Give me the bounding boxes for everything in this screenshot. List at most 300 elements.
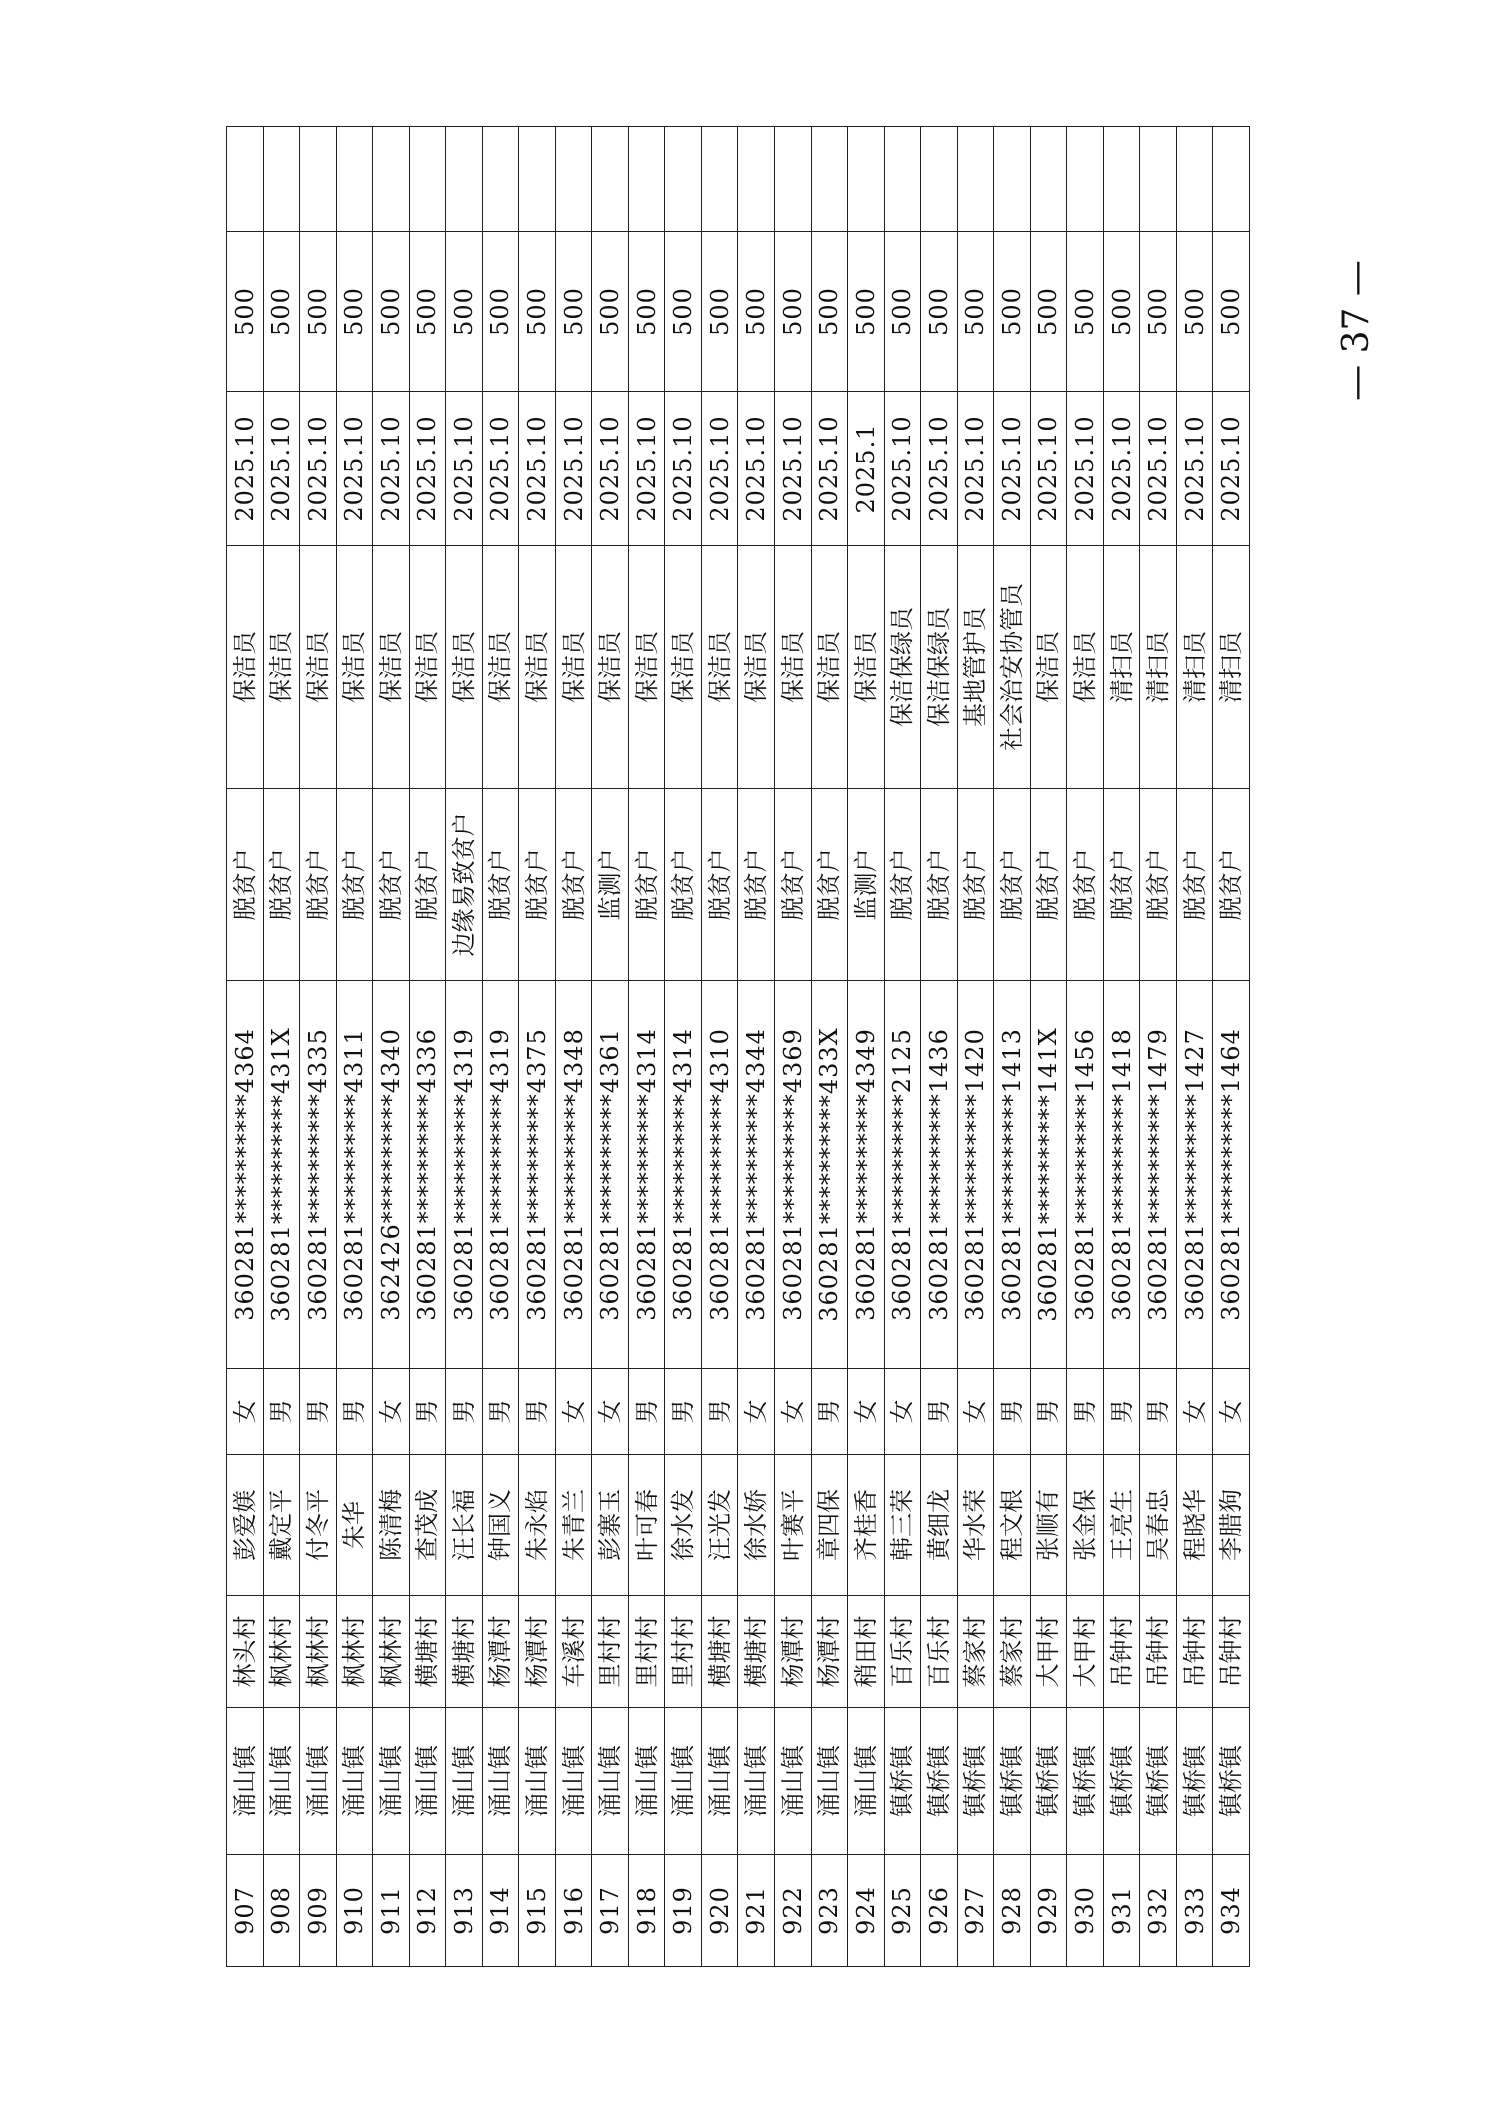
row-number: 933 bbox=[1176, 1855, 1213, 1967]
amount-cell: 500 bbox=[701, 232, 738, 392]
id-number-cell: 362426**********4340 bbox=[373, 981, 410, 1369]
amount-cell: 500 bbox=[848, 232, 885, 392]
town-cell: 涌山镇 bbox=[555, 1708, 592, 1855]
amount-cell: 500 bbox=[1067, 232, 1104, 392]
household-type-cell: 脱贫户 bbox=[994, 789, 1031, 981]
date-cell: 2025.10 bbox=[811, 392, 848, 546]
beneficiary-table bbox=[226, 126, 1250, 1967]
amount-cell: 500 bbox=[884, 232, 921, 392]
id-number-cell: 360281**********433X bbox=[811, 981, 848, 1369]
name-cell: 查茂成 bbox=[409, 1455, 446, 1596]
amount-cell: 500 bbox=[628, 232, 665, 392]
town-cell: 涌山镇 bbox=[482, 1708, 519, 1855]
village-cell: 林头村 bbox=[227, 1596, 264, 1708]
id-number-cell: 360281**********431X bbox=[263, 981, 300, 1369]
town-cell: 涌山镇 bbox=[336, 1708, 373, 1855]
date-cell: 2025.10 bbox=[482, 392, 519, 546]
id-number-cell: 360281**********2125 bbox=[884, 981, 921, 1369]
job-cell: 保洁员 bbox=[555, 546, 592, 789]
table-row bbox=[1140, 127, 1177, 1967]
table-row bbox=[884, 127, 921, 1967]
table-row bbox=[1030, 127, 1067, 1967]
sex-cell: 男 bbox=[482, 1369, 519, 1455]
table-row bbox=[738, 127, 775, 1967]
date-cell: 2025.10 bbox=[701, 392, 738, 546]
table-row bbox=[263, 127, 300, 1967]
job-cell: 保洁员 bbox=[701, 546, 738, 789]
remark-cell bbox=[628, 127, 665, 232]
job-cell: 保洁员 bbox=[482, 546, 519, 789]
amount-cell: 500 bbox=[1103, 232, 1140, 392]
row-number: 927 bbox=[957, 1855, 994, 1967]
remark-cell bbox=[701, 127, 738, 232]
town-cell: 镇桥镇 bbox=[957, 1708, 994, 1855]
village-cell: 稍田村 bbox=[848, 1596, 885, 1708]
job-cell: 保洁员 bbox=[1030, 546, 1067, 789]
village-cell: 百乐村 bbox=[884, 1596, 921, 1708]
town-cell: 涌山镇 bbox=[665, 1708, 702, 1855]
date-cell: 2025.1 bbox=[848, 392, 885, 546]
remark-cell bbox=[373, 127, 410, 232]
household-type-cell: 脱贫户 bbox=[373, 789, 410, 981]
amount-cell: 500 bbox=[373, 232, 410, 392]
sex-cell: 女 bbox=[227, 1369, 264, 1455]
household-type-cell: 脱贫户 bbox=[1030, 789, 1067, 981]
name-cell: 朱永焰 bbox=[519, 1455, 556, 1596]
row-number: 911 bbox=[373, 1855, 410, 1967]
name-cell: 程文根 bbox=[994, 1455, 1031, 1596]
id-number-cell: 360281**********4335 bbox=[300, 981, 337, 1369]
id-number-cell: 360281**********4311 bbox=[336, 981, 373, 1369]
date-cell: 2025.10 bbox=[300, 392, 337, 546]
sex-cell: 女 bbox=[592, 1369, 629, 1455]
remark-cell bbox=[1030, 127, 1067, 232]
date-cell: 2025.10 bbox=[263, 392, 300, 546]
village-cell: 横塘村 bbox=[701, 1596, 738, 1708]
town-cell: 涌山镇 bbox=[701, 1708, 738, 1855]
name-cell: 朱青兰 bbox=[555, 1455, 592, 1596]
job-cell: 保洁员 bbox=[227, 546, 264, 789]
village-cell: 百乐村 bbox=[921, 1596, 958, 1708]
id-number-cell: 360281**********4319 bbox=[446, 981, 483, 1369]
remark-cell bbox=[592, 127, 629, 232]
household-type-cell: 脱贫户 bbox=[1213, 789, 1250, 981]
household-type-cell: 脱贫户 bbox=[921, 789, 958, 981]
date-cell: 2025.10 bbox=[774, 392, 811, 546]
sex-cell: 男 bbox=[701, 1369, 738, 1455]
table-row bbox=[921, 127, 958, 1967]
id-number-cell: 360281**********4336 bbox=[409, 981, 446, 1369]
household-type-cell: 监测户 bbox=[848, 789, 885, 981]
sex-cell: 女 bbox=[373, 1369, 410, 1455]
job-cell: 保洁员 bbox=[1067, 546, 1104, 789]
name-cell: 张顺有 bbox=[1030, 1455, 1067, 1596]
town-cell: 镇桥镇 bbox=[1140, 1708, 1177, 1855]
town-cell: 镇桥镇 bbox=[1176, 1708, 1213, 1855]
sex-cell: 男 bbox=[994, 1369, 1031, 1455]
row-number: 931 bbox=[1103, 1855, 1140, 1967]
job-cell: 保洁员 bbox=[811, 546, 848, 789]
village-cell: 杨潭村 bbox=[811, 1596, 848, 1708]
id-number-cell: 360281**********1418 bbox=[1103, 981, 1140, 1369]
job-cell: 保洁保绿员 bbox=[921, 546, 958, 789]
id-number-cell: 360281**********1420 bbox=[957, 981, 994, 1369]
job-cell: 基地管护员 bbox=[957, 546, 994, 789]
date-cell: 2025.10 bbox=[227, 392, 264, 546]
sex-cell: 男 bbox=[1103, 1369, 1140, 1455]
date-cell: 2025.10 bbox=[373, 392, 410, 546]
village-cell: 里村村 bbox=[592, 1596, 629, 1708]
name-cell: 叶可春 bbox=[628, 1455, 665, 1596]
id-number-cell: 360281**********4375 bbox=[519, 981, 556, 1369]
date-cell: 2025.10 bbox=[1067, 392, 1104, 546]
household-type-cell: 边缘易致贫户 bbox=[446, 789, 483, 981]
date-cell: 2025.10 bbox=[994, 392, 1031, 546]
row-number: 910 bbox=[336, 1855, 373, 1967]
village-cell: 枫林村 bbox=[336, 1596, 373, 1708]
sex-cell: 女 bbox=[555, 1369, 592, 1455]
village-cell: 横塘村 bbox=[409, 1596, 446, 1708]
name-cell: 黄细龙 bbox=[921, 1455, 958, 1596]
amount-cell: 500 bbox=[519, 232, 556, 392]
household-type-cell: 脱贫户 bbox=[884, 789, 921, 981]
remark-cell bbox=[1067, 127, 1104, 232]
amount-cell: 500 bbox=[665, 232, 702, 392]
sex-cell: 男 bbox=[1030, 1369, 1067, 1455]
village-cell: 枫林村 bbox=[263, 1596, 300, 1708]
village-cell: 里村村 bbox=[628, 1596, 665, 1708]
rotated-table-area bbox=[226, 127, 1250, 1967]
row-number: 907 bbox=[227, 1855, 264, 1967]
town-cell: 镇桥镇 bbox=[1067, 1708, 1104, 1855]
household-type-cell: 脱贫户 bbox=[263, 789, 300, 981]
remark-cell bbox=[482, 127, 519, 232]
remark-cell bbox=[446, 127, 483, 232]
name-cell: 汪长福 bbox=[446, 1455, 483, 1596]
id-number-cell: 360281**********1436 bbox=[921, 981, 958, 1369]
town-cell: 镇桥镇 bbox=[994, 1708, 1031, 1855]
id-number-cell: 360281**********1464 bbox=[1213, 981, 1250, 1369]
amount-cell: 500 bbox=[994, 232, 1031, 392]
id-number-cell: 360281**********1413 bbox=[994, 981, 1031, 1369]
remark-cell bbox=[519, 127, 556, 232]
village-cell: 杨潭村 bbox=[519, 1596, 556, 1708]
date-cell: 2025.10 bbox=[592, 392, 629, 546]
household-type-cell: 脱贫户 bbox=[519, 789, 556, 981]
id-number-cell: 360281**********141X bbox=[1030, 981, 1067, 1369]
job-cell: 清扫员 bbox=[1103, 546, 1140, 789]
job-cell: 清扫员 bbox=[1140, 546, 1177, 789]
job-cell: 保洁员 bbox=[848, 546, 885, 789]
town-cell: 涌山镇 bbox=[263, 1708, 300, 1855]
name-cell: 韩三荣 bbox=[884, 1455, 921, 1596]
id-number-cell: 360281**********1427 bbox=[1176, 981, 1213, 1369]
remark-cell bbox=[336, 127, 373, 232]
sex-cell: 男 bbox=[446, 1369, 483, 1455]
job-cell: 保洁员 bbox=[336, 546, 373, 789]
row-number: 913 bbox=[446, 1855, 483, 1967]
sex-cell: 男 bbox=[811, 1369, 848, 1455]
amount-cell: 500 bbox=[957, 232, 994, 392]
town-cell: 涌山镇 bbox=[227, 1708, 264, 1855]
amount-cell: 500 bbox=[555, 232, 592, 392]
sex-cell: 女 bbox=[1213, 1369, 1250, 1455]
town-cell: 涌山镇 bbox=[446, 1708, 483, 1855]
name-cell: 付冬平 bbox=[300, 1455, 337, 1596]
name-cell: 程晓华 bbox=[1176, 1455, 1213, 1596]
date-cell: 2025.10 bbox=[628, 392, 665, 546]
remark-cell bbox=[1103, 127, 1140, 232]
id-number-cell: 360281**********1479 bbox=[1140, 981, 1177, 1369]
table-row bbox=[848, 127, 885, 1967]
table-row bbox=[519, 127, 556, 1967]
village-cell: 横塘村 bbox=[446, 1596, 483, 1708]
date-cell: 2025.10 bbox=[336, 392, 373, 546]
job-cell: 保洁保绿员 bbox=[884, 546, 921, 789]
row-number: 934 bbox=[1213, 1855, 1250, 1967]
row-number: 918 bbox=[628, 1855, 665, 1967]
sex-cell: 男 bbox=[1140, 1369, 1177, 1455]
name-cell: 张金保 bbox=[1067, 1455, 1104, 1596]
household-type-cell: 脱贫户 bbox=[628, 789, 665, 981]
amount-cell: 500 bbox=[482, 232, 519, 392]
village-cell: 车溪村 bbox=[555, 1596, 592, 1708]
id-number-cell: 360281**********4314 bbox=[665, 981, 702, 1369]
household-type-cell: 脱贫户 bbox=[336, 789, 373, 981]
sex-cell: 女 bbox=[1176, 1369, 1213, 1455]
table-row bbox=[482, 127, 519, 1967]
village-cell: 吊钟村 bbox=[1103, 1596, 1140, 1708]
town-cell: 涌山镇 bbox=[848, 1708, 885, 1855]
sex-cell: 男 bbox=[628, 1369, 665, 1455]
name-cell: 朱华 bbox=[336, 1455, 373, 1596]
sex-cell: 男 bbox=[665, 1369, 702, 1455]
village-cell: 蔡家村 bbox=[957, 1596, 994, 1708]
row-number: 915 bbox=[519, 1855, 556, 1967]
name-cell: 章四保 bbox=[811, 1455, 848, 1596]
amount-cell: 500 bbox=[300, 232, 337, 392]
village-cell: 大甲村 bbox=[1067, 1596, 1104, 1708]
sex-cell: 女 bbox=[848, 1369, 885, 1455]
remark-cell bbox=[555, 127, 592, 232]
sex-cell: 男 bbox=[519, 1369, 556, 1455]
date-cell: 2025.10 bbox=[884, 392, 921, 546]
town-cell: 涌山镇 bbox=[519, 1708, 556, 1855]
sex-cell: 女 bbox=[738, 1369, 775, 1455]
remark-cell bbox=[994, 127, 1031, 232]
job-cell: 保洁员 bbox=[373, 546, 410, 789]
row-number: 925 bbox=[884, 1855, 921, 1967]
row-number: 916 bbox=[555, 1855, 592, 1967]
name-cell: 陈清梅 bbox=[373, 1455, 410, 1596]
id-number-cell: 360281**********4314 bbox=[628, 981, 665, 1369]
row-number: 930 bbox=[1067, 1855, 1104, 1967]
amount-cell: 500 bbox=[409, 232, 446, 392]
table-row bbox=[994, 127, 1031, 1967]
town-cell: 涌山镇 bbox=[592, 1708, 629, 1855]
town-cell: 镇桥镇 bbox=[1213, 1708, 1250, 1855]
amount-cell: 500 bbox=[336, 232, 373, 392]
amount-cell: 500 bbox=[263, 232, 300, 392]
table-row bbox=[701, 127, 738, 1967]
remark-cell bbox=[227, 127, 264, 232]
name-cell: 华水荣 bbox=[957, 1455, 994, 1596]
sex-cell: 男 bbox=[409, 1369, 446, 1455]
sex-cell: 女 bbox=[884, 1369, 921, 1455]
id-number-cell: 360281**********4319 bbox=[482, 981, 519, 1369]
name-cell: 徐水发 bbox=[665, 1455, 702, 1596]
sex-cell: 男 bbox=[336, 1369, 373, 1455]
household-type-cell: 脱贫户 bbox=[1103, 789, 1140, 981]
household-type-cell: 脱贫户 bbox=[665, 789, 702, 981]
id-number-cell: 360281**********4361 bbox=[592, 981, 629, 1369]
job-cell: 社会治安协管员 bbox=[994, 546, 1031, 789]
date-cell: 2025.10 bbox=[446, 392, 483, 546]
date-cell: 2025.10 bbox=[1176, 392, 1213, 546]
village-cell: 杨潭村 bbox=[774, 1596, 811, 1708]
amount-cell: 500 bbox=[774, 232, 811, 392]
table-body bbox=[227, 127, 1250, 1967]
row-number: 908 bbox=[263, 1855, 300, 1967]
table-row bbox=[373, 127, 410, 1967]
name-cell: 彭寨玉 bbox=[592, 1455, 629, 1596]
sex-cell: 男 bbox=[921, 1369, 958, 1455]
table-row bbox=[774, 127, 811, 1967]
date-cell: 2025.10 bbox=[1030, 392, 1067, 546]
household-type-cell: 脱贫户 bbox=[1140, 789, 1177, 981]
remark-cell bbox=[1140, 127, 1177, 232]
remark-cell bbox=[409, 127, 446, 232]
job-cell: 清扫员 bbox=[1213, 546, 1250, 789]
village-cell: 里村村 bbox=[665, 1596, 702, 1708]
table-row bbox=[555, 127, 592, 1967]
table-row bbox=[1213, 127, 1250, 1967]
row-number: 919 bbox=[665, 1855, 702, 1967]
date-cell: 2025.10 bbox=[738, 392, 775, 546]
remark-cell bbox=[1213, 127, 1250, 232]
table-row bbox=[957, 127, 994, 1967]
household-type-cell: 脱贫户 bbox=[774, 789, 811, 981]
amount-cell: 500 bbox=[1213, 232, 1250, 392]
household-type-cell: 脱贫户 bbox=[701, 789, 738, 981]
household-type-cell: 监测户 bbox=[592, 789, 629, 981]
job-cell: 保洁员 bbox=[665, 546, 702, 789]
table-row bbox=[227, 127, 264, 1967]
amount-cell: 500 bbox=[446, 232, 483, 392]
remark-cell bbox=[300, 127, 337, 232]
row-number: 928 bbox=[994, 1855, 1031, 1967]
town-cell: 涌山镇 bbox=[628, 1708, 665, 1855]
row-number: 914 bbox=[482, 1855, 519, 1967]
table-row bbox=[1176, 127, 1213, 1967]
date-cell: 2025.10 bbox=[1213, 392, 1250, 546]
job-cell: 保洁员 bbox=[300, 546, 337, 789]
remark-cell bbox=[263, 127, 300, 232]
remark-cell bbox=[848, 127, 885, 232]
table-row bbox=[1103, 127, 1140, 1967]
sex-cell: 男 bbox=[263, 1369, 300, 1455]
id-number-cell: 360281**********1456 bbox=[1067, 981, 1104, 1369]
amount-cell: 500 bbox=[1176, 232, 1213, 392]
name-cell: 叶赛平 bbox=[774, 1455, 811, 1596]
amount-cell: 500 bbox=[592, 232, 629, 392]
town-cell: 镇桥镇 bbox=[921, 1708, 958, 1855]
date-cell: 2025.10 bbox=[1103, 392, 1140, 546]
amount-cell: 500 bbox=[1030, 232, 1067, 392]
household-type-cell: 脱贫户 bbox=[957, 789, 994, 981]
household-type-cell: 脱贫户 bbox=[409, 789, 446, 981]
job-cell: 保洁员 bbox=[519, 546, 556, 789]
job-cell: 保洁员 bbox=[628, 546, 665, 789]
household-type-cell: 脱贫户 bbox=[482, 789, 519, 981]
village-cell: 枫林村 bbox=[300, 1596, 337, 1708]
name-cell: 徐水娇 bbox=[738, 1455, 775, 1596]
sex-cell: 女 bbox=[957, 1369, 994, 1455]
table-row bbox=[1067, 127, 1104, 1967]
village-cell: 杨潭村 bbox=[482, 1596, 519, 1708]
amount-cell: 500 bbox=[738, 232, 775, 392]
town-cell: 镇桥镇 bbox=[1103, 1708, 1140, 1855]
row-number: 924 bbox=[848, 1855, 885, 1967]
row-number: 932 bbox=[1140, 1855, 1177, 1967]
name-cell: 吴春忠 bbox=[1140, 1455, 1177, 1596]
date-cell: 2025.10 bbox=[1140, 392, 1177, 546]
name-cell: 齐桂香 bbox=[848, 1455, 885, 1596]
table-row bbox=[665, 127, 702, 1967]
town-cell: 涌山镇 bbox=[738, 1708, 775, 1855]
row-number: 922 bbox=[774, 1855, 811, 1967]
village-cell: 横塘村 bbox=[738, 1596, 775, 1708]
village-cell: 吊钟村 bbox=[1176, 1596, 1213, 1708]
amount-cell: 500 bbox=[921, 232, 958, 392]
remark-cell bbox=[774, 127, 811, 232]
remark-cell bbox=[665, 127, 702, 232]
remark-cell bbox=[884, 127, 921, 232]
job-cell: 保洁员 bbox=[446, 546, 483, 789]
household-type-cell: 脱贫户 bbox=[1176, 789, 1213, 981]
household-type-cell: 脱贫户 bbox=[738, 789, 775, 981]
amount-cell: 500 bbox=[227, 232, 264, 392]
name-cell: 彭爱媄 bbox=[227, 1455, 264, 1596]
sex-cell: 女 bbox=[774, 1369, 811, 1455]
id-number-cell: 360281**********4369 bbox=[774, 981, 811, 1369]
date-cell: 2025.10 bbox=[957, 392, 994, 546]
row-number: 929 bbox=[1030, 1855, 1067, 1967]
remark-cell bbox=[921, 127, 958, 232]
job-cell: 保洁员 bbox=[774, 546, 811, 789]
page-number bbox=[1326, 230, 1386, 430]
town-cell: 涌山镇 bbox=[373, 1708, 410, 1855]
name-cell: 李腊狗 bbox=[1213, 1455, 1250, 1596]
town-cell: 镇桥镇 bbox=[884, 1708, 921, 1855]
id-number-cell: 360281**********4348 bbox=[555, 981, 592, 1369]
village-cell: 蔡家村 bbox=[994, 1596, 1031, 1708]
table-row bbox=[592, 127, 629, 1967]
row-number: 917 bbox=[592, 1855, 629, 1967]
amount-cell: 500 bbox=[1140, 232, 1177, 392]
village-cell: 吊钟村 bbox=[1213, 1596, 1250, 1708]
id-number-cell: 360281**********4310 bbox=[701, 981, 738, 1369]
remark-cell bbox=[1176, 127, 1213, 232]
id-number-cell: 360281**********4349 bbox=[848, 981, 885, 1369]
household-type-cell: 脱贫户 bbox=[811, 789, 848, 981]
remark-cell bbox=[738, 127, 775, 232]
village-cell: 枫林村 bbox=[373, 1596, 410, 1708]
table-row bbox=[409, 127, 446, 1967]
name-cell: 王亮生 bbox=[1103, 1455, 1140, 1596]
name-cell: 戴定平 bbox=[263, 1455, 300, 1596]
household-type-cell: 脱贫户 bbox=[1067, 789, 1104, 981]
